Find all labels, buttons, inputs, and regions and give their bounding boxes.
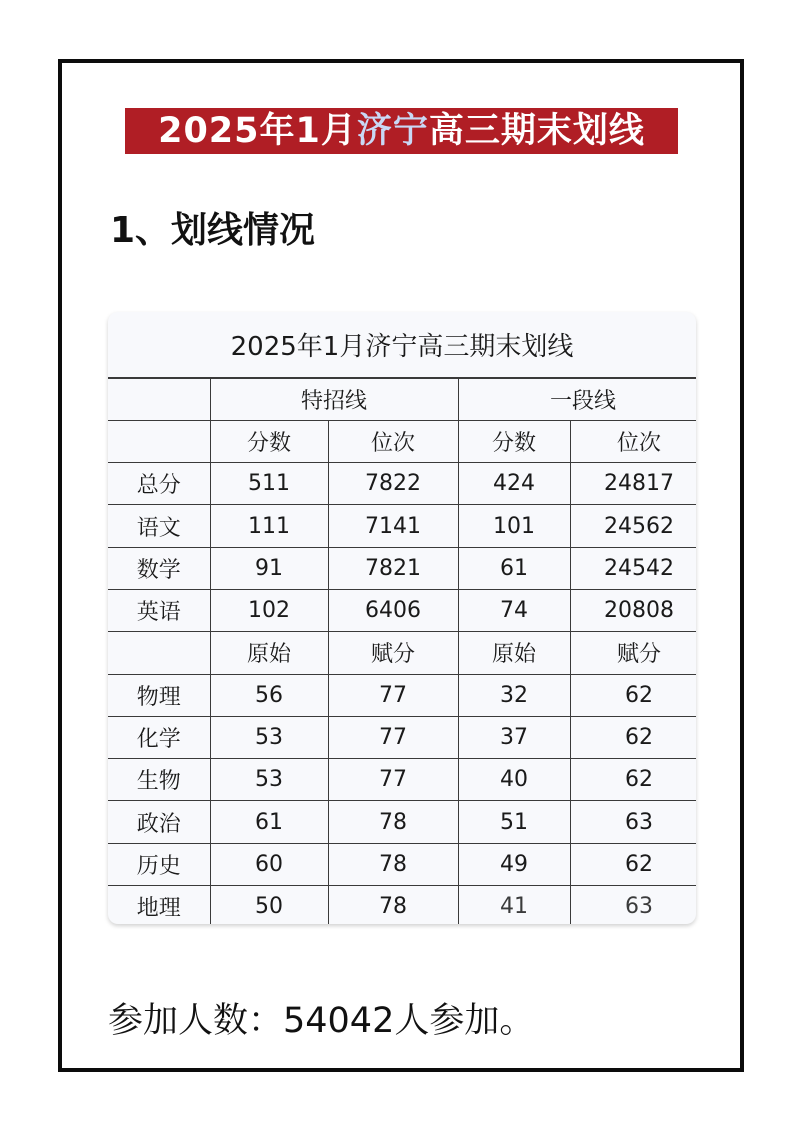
empty-header-cell <box>108 378 210 420</box>
table-row <box>108 589 696 631</box>
column-header: 赋分 <box>570 632 696 674</box>
table-title: 2025年1月济宁高三期末划线 <box>230 332 574 362</box>
value-cell: 32 <box>458 674 570 716</box>
group-header-tier-one: 一段线 <box>458 378 696 420</box>
value-cell: 24562 <box>570 505 696 547</box>
value-cell: 24542 <box>570 547 696 589</box>
value-cell: 61 <box>210 801 328 843</box>
table-row <box>108 674 696 716</box>
value-cell: 102 <box>210 589 328 631</box>
group-header-row <box>108 378 696 420</box>
value-cell: 37 <box>458 716 570 758</box>
column-header: 分数 <box>458 420 570 462</box>
empty-header-cell <box>108 420 210 462</box>
table-row <box>108 886 696 924</box>
column-header: 原始 <box>458 632 570 674</box>
column-header: 分数 <box>210 420 328 462</box>
table-row <box>108 463 696 505</box>
value-cell: 63 <box>570 801 696 843</box>
value-cell: 7821 <box>328 547 458 589</box>
elective-sub-header-row <box>108 632 696 674</box>
value-cell: 62 <box>570 843 696 885</box>
value-cell: 50 <box>210 886 328 924</box>
column-header: 赋分 <box>328 632 458 674</box>
subject-cell: 语文 <box>108 505 210 547</box>
value-cell: 40 <box>458 759 570 801</box>
score-table-card <box>108 312 696 924</box>
table-row <box>108 843 696 885</box>
value-cell: 78 <box>328 843 458 885</box>
value-cell: 24817 <box>570 463 696 505</box>
sub-header-row <box>108 420 696 462</box>
column-header: 原始 <box>210 632 328 674</box>
column-header: 位次 <box>570 420 696 462</box>
value-cell: 78 <box>328 801 458 843</box>
group-header-special: 特招线 <box>210 378 458 420</box>
value-cell: 77 <box>328 716 458 758</box>
value-cell: 62 <box>570 716 696 758</box>
table-row <box>108 547 696 589</box>
subject-cell: 历史 <box>108 843 210 885</box>
value-cell: 101 <box>458 505 570 547</box>
value-cell: 7141 <box>328 505 458 547</box>
score-cutoff-table <box>108 377 696 924</box>
subject-cell: 数学 <box>108 547 210 589</box>
value-cell: 91 <box>210 547 328 589</box>
table-row <box>108 716 696 758</box>
value-cell: 77 <box>328 674 458 716</box>
value-cell: 511 <box>210 463 328 505</box>
value-cell: 111 <box>210 505 328 547</box>
subject-cell: 物理 <box>108 674 210 716</box>
value-cell: 424 <box>458 463 570 505</box>
value-cell: 41 <box>458 886 570 924</box>
subject-cell: 地理 <box>108 886 210 924</box>
value-cell: 78 <box>328 886 458 924</box>
section-heading: 1、划线情况 <box>110 210 316 251</box>
value-cell: 53 <box>210 716 328 758</box>
value-cell: 62 <box>570 759 696 801</box>
subject-cell: 生物 <box>108 759 210 801</box>
value-cell: 56 <box>210 674 328 716</box>
value-cell: 74 <box>458 589 570 631</box>
title-suffix: 高三期末划线 <box>428 111 645 151</box>
value-cell: 61 <box>458 547 570 589</box>
title-prefix: 2025年1月 <box>158 111 357 151</box>
table-row <box>108 759 696 801</box>
column-header: 位次 <box>328 420 458 462</box>
subject-cell: 政治 <box>108 801 210 843</box>
table-row <box>108 505 696 547</box>
empty-header-cell <box>108 632 210 674</box>
table-row <box>108 801 696 843</box>
title-highlight-city: 济宁 <box>356 111 429 151</box>
value-cell: 51 <box>458 801 570 843</box>
value-cell: 6406 <box>328 589 458 631</box>
value-cell: 49 <box>458 843 570 885</box>
value-cell: 20808 <box>570 589 696 631</box>
value-cell: 60 <box>210 843 328 885</box>
page-title-banner <box>125 108 678 154</box>
value-cell: 7822 <box>328 463 458 505</box>
value-cell: 53 <box>210 759 328 801</box>
value-cell: 63 <box>570 886 696 924</box>
value-cell: 77 <box>328 759 458 801</box>
participant-count-text: 参加人数：54042人参加。 <box>108 1001 535 1041</box>
subject-cell: 总分 <box>108 463 210 505</box>
subject-cell: 英语 <box>108 589 210 631</box>
subject-cell: 化学 <box>108 716 210 758</box>
value-cell: 62 <box>570 674 696 716</box>
